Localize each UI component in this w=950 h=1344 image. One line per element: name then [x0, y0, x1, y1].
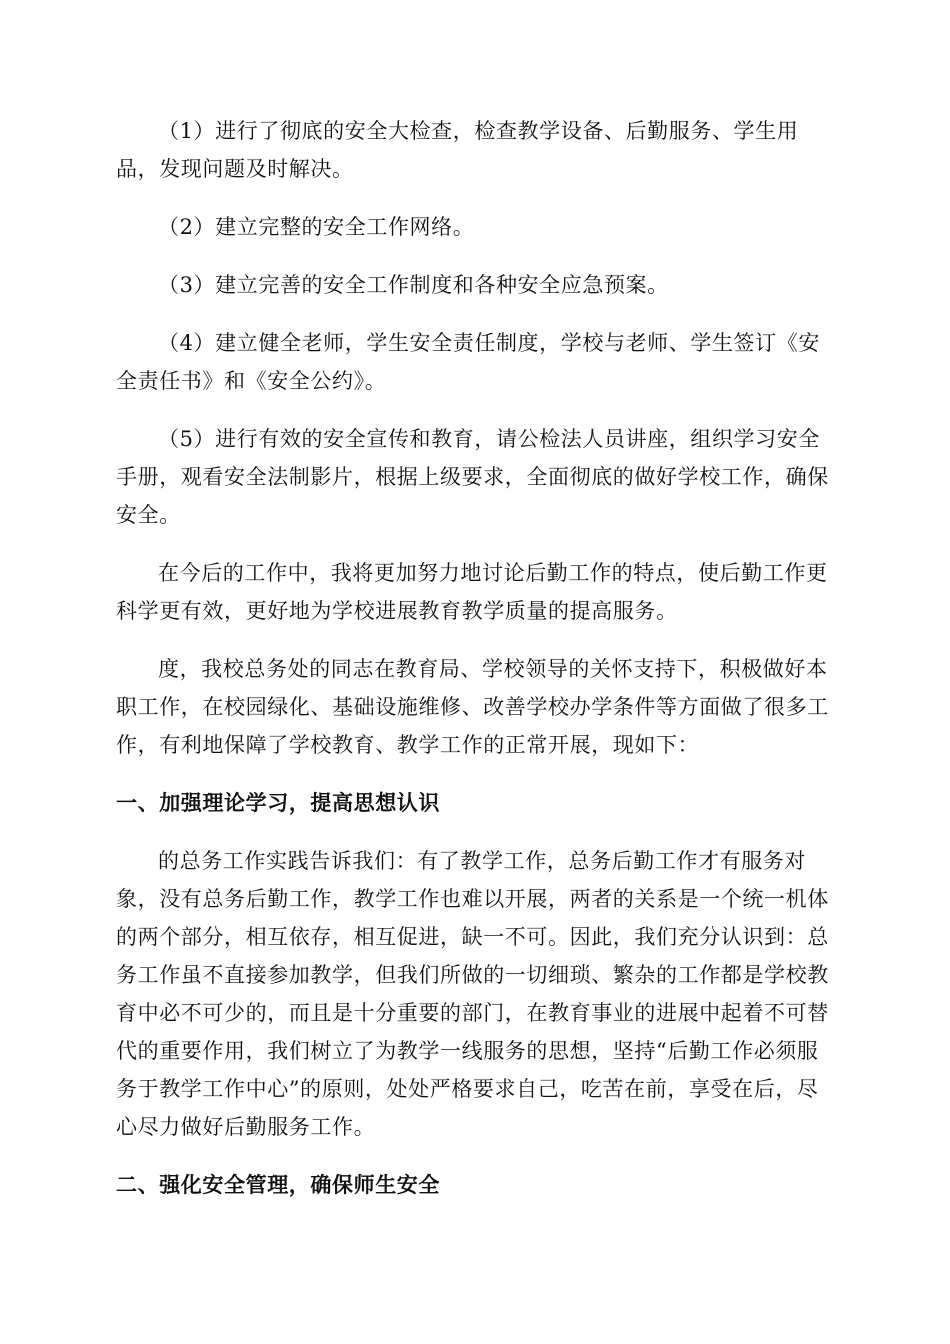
- paragraph-safety-network: （2）建立完整的安全工作网络。: [158, 215, 475, 239]
- section-heading-safety-management: 二、强化安全管理，确保师生安全: [116, 1173, 440, 1197]
- paragraph-safety-system: （3）建立完善的安全工作制度和各种安全应急预案。: [158, 273, 669, 297]
- paragraph-safety-education: （5）进行有效的安全宣传和教育，请公检法人员讲座，组织学习安全手册，观看安全法制影片，根据上级要求，全面彻底的做好学校工作，确保安全。: [116, 427, 829, 527]
- paragraph-future-work: 在今后的工作中，我将更加努力地讨论后勤工作的特点，使后勤工作更科学更有效，更好地为学校进展教育教学质量的提高服务。: [116, 561, 828, 623]
- paragraph-safety-inspection: （1）进行了彻底的安全大检查，检查教学设备、后勤服务、学生用品，发现问题及时解决。: [116, 119, 799, 181]
- paragraph-work-practice: 的总务工作实践告诉我们：有了教学工作，总务后勤工作才有服务对象，没有总务后勤工作，教学工作也难以开展，两者的关系是一个统一机体的两个部分，相互依存，相互促进，缺一不可。因此，我们充分认识到：总务工作虽不直接参加教学，但我们所做的一切细琐、繁杂的工作都是学校教育中必不可少的，而且是十分重要的部门，在教育事业的进展中起着不可替代的重要作用，我们树立了为教学一线服务的思想，坚持“后勤工作必须服务于教学工作中心”的原则，处处严格要求自己，吃苦在前，享受在后，尽心尽力做好后勤服务工作。: [116, 849, 829, 1139]
- document-body: [116, 112, 836, 1224]
- section-heading-theory-study: 一、加强理论学习，提高思想认识: [116, 791, 440, 815]
- paragraph-annual-summary: 度，我校总务处的同志在教育局、学校领导的关怀支持下，积极做好本职工作，在校园绿化、基础设施维修、改善学校办学条件等方面做了很多工作，有利地保障了学校教育、教学工作的正常开展，现如下：: [116, 657, 829, 757]
- paragraph-responsibility: （4）建立健全老师，学生安全责任制度，学校与老师、学生签订《安全责任书》和《安全公约》。: [116, 331, 820, 393]
